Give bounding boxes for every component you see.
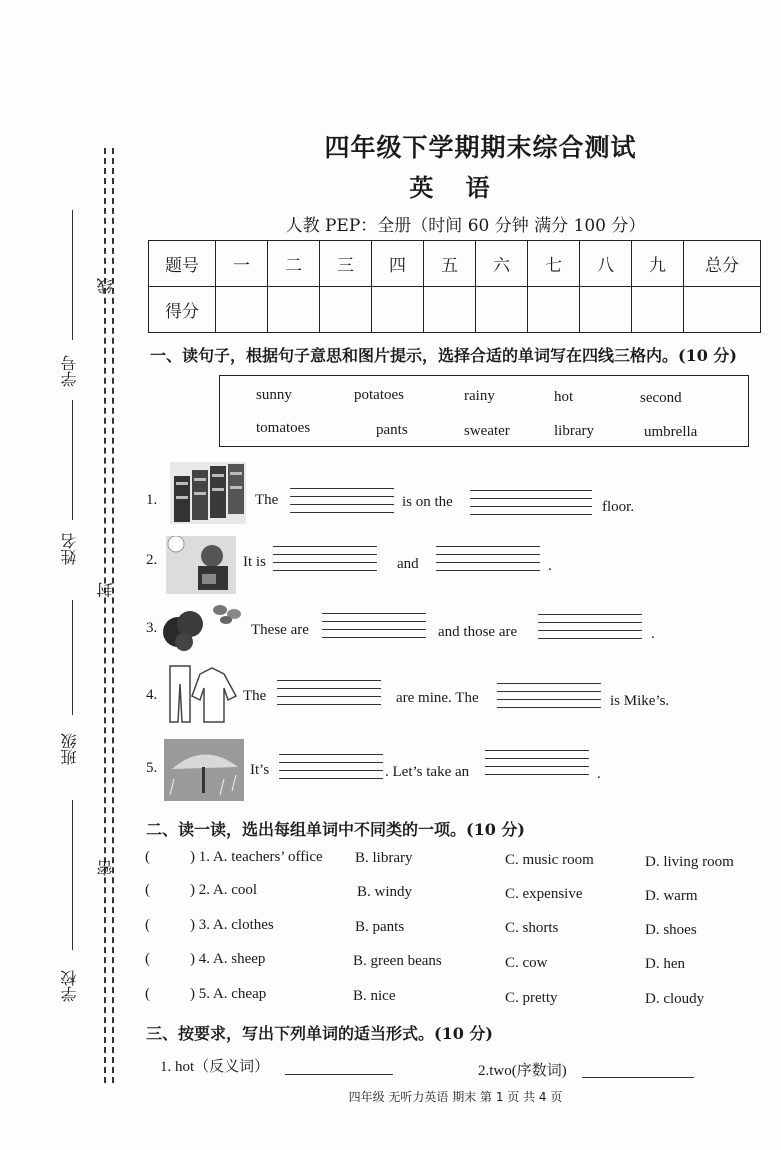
choice-option-c: C. shorts [505, 920, 559, 936]
score-input-cell[interactable] [372, 287, 424, 333]
choice-option-a: ) 3. A. clothes [190, 917, 274, 933]
q1-text-b: is on the [402, 494, 453, 510]
q1-text-a: The [255, 492, 279, 508]
choice-option-b: B. windy [357, 884, 413, 900]
question-number: 4. [146, 687, 158, 703]
q2-text-b: and [397, 556, 419, 572]
choice-option-c: C. cow [505, 955, 548, 971]
choice-paren[interactable]: ( [145, 986, 150, 1002]
score-row-label: 得分 [149, 287, 216, 333]
choice-paren[interactable]: ( [145, 882, 150, 898]
section2-heading: 二、读一读，选出每组单词中不同类的一项。(10 分) [146, 820, 525, 839]
score-table [148, 240, 761, 333]
word-bank-item: tomatoes [256, 420, 311, 436]
library-shelves-picture [170, 462, 246, 524]
score-cell: 题号 [149, 241, 216, 287]
exam-subject: 英 语 [409, 173, 502, 202]
word-bank-item: hot [554, 389, 574, 405]
score-input-cell[interactable] [216, 287, 268, 333]
student-id-label: 学号 [60, 355, 79, 387]
word-bank-item: second [640, 390, 682, 406]
section1-heading: 一、读句子，根据句子意思和图片提示，选择合适的单词写在四线三格内。(10 分) [150, 346, 737, 365]
question-number: 2. [146, 552, 158, 568]
word-bank-item: pants [376, 422, 408, 438]
choice-paren[interactable]: ( [145, 917, 150, 933]
sidebar-secret-char: 密 [96, 860, 115, 876]
choice-option-a: ) 4. A. sheep [190, 951, 266, 967]
choice-option-d: D. cloudy [645, 991, 705, 1007]
name-label: 姓名 [60, 533, 79, 565]
q3-text-b: and those are [438, 624, 518, 640]
score-table-header-row [149, 241, 761, 287]
q1-text-c: floor. [602, 499, 635, 515]
score-cell: 六 [476, 241, 528, 287]
score-cell: 九 [632, 241, 684, 287]
choice-option-b: B. pants [355, 919, 405, 935]
q2-answer-lines-1[interactable] [273, 546, 377, 570]
q4-text-a: The [243, 688, 267, 704]
person-sweating-picture [166, 536, 236, 594]
word-bank-item: umbrella [644, 424, 698, 440]
name-blank[interactable] [72, 400, 73, 520]
score-cell: 二 [268, 241, 320, 287]
question-number: 5. [146, 760, 158, 776]
section3-q1: 1. hot（反义词） [160, 1059, 270, 1075]
q1-answer-lines-1[interactable] [290, 488, 394, 512]
q3-answer-lines-2[interactable] [538, 614, 642, 638]
rainy-umbrella-picture [164, 739, 244, 801]
word-bank [219, 375, 749, 447]
school-blank[interactable] [72, 800, 73, 950]
q5-text-c: . [597, 766, 601, 782]
school-label: 学校 [60, 970, 79, 1002]
score-input-cell[interactable] [632, 287, 684, 333]
score-cell: 八 [580, 241, 632, 287]
q3-text-c: . [651, 626, 655, 642]
q4-text-b: are mine. The [396, 690, 479, 706]
q2-answer-lines-2[interactable] [436, 546, 540, 570]
choice-option-a: ) 5. A. cheap [190, 986, 267, 1002]
score-input-cell[interactable] [268, 287, 320, 333]
choice-option-c: C. pretty [505, 990, 558, 1006]
pants-sweater-picture [166, 662, 238, 724]
score-cell: 七 [528, 241, 580, 287]
question-number: 3. [146, 620, 158, 636]
choice-option-c: C. music room [505, 852, 594, 868]
word-bank-item: rainy [464, 388, 495, 404]
score-cell: 四 [372, 241, 424, 287]
choice-option-d: D. hen [645, 956, 685, 972]
exam-title: 四年级下学期期末综合测试 [324, 133, 637, 162]
choice-option-b: B. green beans [353, 953, 442, 969]
choice-option-c: C. expensive [505, 886, 583, 902]
choice-option-d: D. living room [645, 854, 734, 870]
potatoes-tomatoes-picture [162, 598, 248, 652]
word-bank-item: sunny [256, 387, 292, 403]
q2-text-c: . [548, 558, 552, 574]
section3-q2-blank[interactable] [582, 1077, 694, 1078]
q4-answer-lines-2[interactable] [497, 683, 601, 707]
score-input-cell[interactable] [684, 287, 761, 333]
choice-option-b: B. nice [353, 988, 396, 1004]
question-number: 1. [146, 492, 158, 508]
choice-paren[interactable]: ( [145, 849, 150, 865]
sidebar-line-char: 线 [96, 278, 115, 294]
section3-heading: 三、按要求，写出下列单词的适当形式。(10 分) [146, 1024, 493, 1043]
page-footer: 四年级 无听力英语 期末 第 1 页 共 4 页 [348, 1090, 563, 1104]
sidebar-seal-char: 封 [96, 582, 115, 598]
score-input-cell[interactable] [528, 287, 580, 333]
score-table-score-row [149, 287, 761, 333]
section3-q1-blank[interactable] [285, 1074, 393, 1075]
score-cell: 总分 [684, 241, 761, 287]
choice-option-a: ) 2. A. cool [190, 882, 258, 898]
class-label: 班级 [60, 733, 79, 765]
q3-answer-lines-1[interactable] [322, 613, 426, 637]
q5-text-b: . Let’s take an [385, 764, 470, 780]
q4-text-c: is Mike’s. [610, 693, 670, 709]
word-bank-item: sweater [464, 423, 510, 439]
word-bank-item: library [554, 423, 594, 439]
q5-text-a: It’s [250, 762, 270, 778]
score-input-cell[interactable] [320, 287, 372, 333]
choice-option-b: B. library [355, 850, 413, 866]
exam-subtitle: 人教 PEP：全册（时间 60 分钟 满分 100 分） [285, 216, 646, 236]
score-input-cell[interactable] [476, 287, 528, 333]
choice-option-a: ) 1. A. teachers’ office [190, 849, 323, 865]
score-cell: 一 [216, 241, 268, 287]
q5-answer-lines-2[interactable] [485, 750, 589, 774]
choice-option-d: D. shoes [645, 922, 697, 938]
score-input-cell[interactable] [580, 287, 632, 333]
score-input-cell[interactable] [424, 287, 476, 333]
class-blank[interactable] [72, 600, 73, 715]
q4-answer-lines-1[interactable] [277, 680, 381, 704]
section3-q2: 2.two(序数词) [478, 1063, 567, 1079]
score-cell: 五 [424, 241, 476, 287]
q3-text-a: These are [251, 622, 309, 638]
word-bank-item: potatoes [354, 387, 404, 403]
q2-text-a: It is [243, 554, 266, 570]
choice-option-d: D. warm [645, 888, 698, 904]
choice-paren[interactable]: ( [145, 951, 150, 967]
q5-answer-lines-1[interactable] [279, 754, 383, 778]
score-cell: 三 [320, 241, 372, 287]
q1-answer-lines-2[interactable] [470, 490, 592, 514]
